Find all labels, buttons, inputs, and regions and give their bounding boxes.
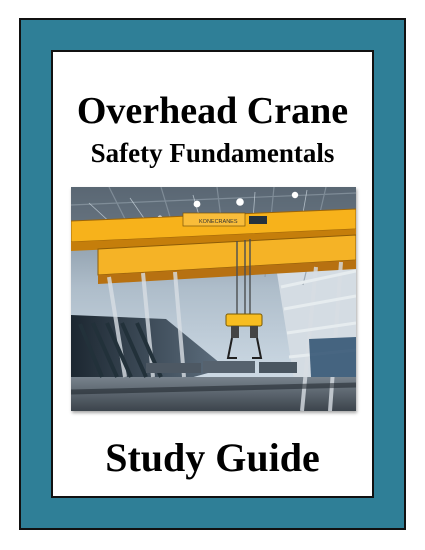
cover-subtitle: Safety Fundamentals [90, 138, 335, 168]
cover-frame [19, 18, 406, 530]
study-guide-title: Study Guide [105, 435, 320, 480]
overhead-crane-illustration [71, 187, 356, 411]
cover-title: Overhead Crane [76, 90, 349, 132]
crane-brand-mark: KONECRANES [199, 219, 238, 225]
overhead-crane-photo [71, 187, 356, 411]
cover-panel [51, 50, 374, 498]
